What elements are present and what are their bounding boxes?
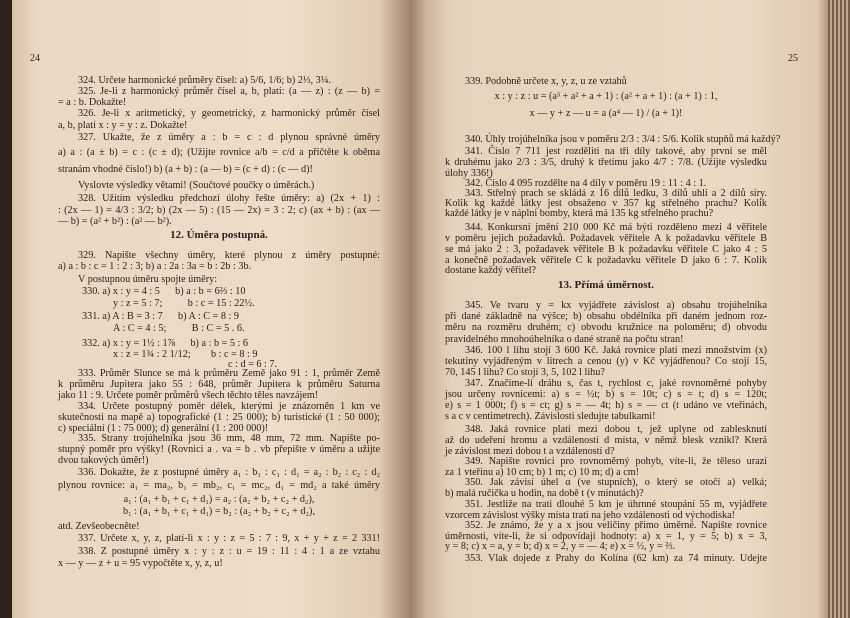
text-line: vzorcem závislost výšky místa trati na jeho vzdálenosti od východiska! xyxy=(445,510,735,521)
text-line: 345. Ve tvaru y = kx vyjádřete závislost a) obsahu trojúhelníka xyxy=(465,300,767,311)
text-line: úlohy 336!) xyxy=(445,168,493,179)
text-line: 325. Je-li z harmonický průměr čísel a, b, platí: (a — z) : (z — b) = xyxy=(78,86,380,97)
text-line: 342. Číslo 4 095 rozdělte na 4 díly v poměru 19 : 11 : 4 : 1. xyxy=(465,178,707,189)
text-line: 70, 145 l lihu? Co stojí 3, 5, 102 l lihu? xyxy=(445,367,605,378)
text-line: dostane každý věřitel? xyxy=(445,265,537,276)
text-line: 350. Jak závisí úhel α (ve stupních), o který se otočí a) velká; xyxy=(465,477,767,488)
text-line: 331. a) A : B = 3 : 7 b) A : C = 8 : 9 xyxy=(82,311,239,322)
text-line: y : z = 5 : 7; b : c = 15 : 22½. xyxy=(113,298,255,309)
text-line: V postupnou úměru spojte úměry: xyxy=(78,274,218,285)
text-line: za 1 vteřinu a) 10 cm; b) 1 m; c) 10 m; d) a cm! xyxy=(445,467,640,478)
page-number: 24 xyxy=(30,53,40,64)
text-line: b₁ : (a₁ + b₁ + c₁ + d₁) = b₂ : (a₂ + b₂ + c₂ + d₂), xyxy=(122,506,315,517)
text-line: 334. Určete postupný poměr délek, kterými je znázorněn 1 km ve xyxy=(78,401,380,412)
text-line: a₁ : (a₁ + b₁ + c₁ + d₁) = a₂ : (a₂ + b₂ + c₂ + d₂), xyxy=(123,494,315,505)
text-line: y = 8; c) x = a, y = b; d) x = 2, y = — 4; e) x = ½, y = ⅔. xyxy=(445,541,676,552)
text-line: a konečně požadavek věřitele C k požadavku věřitele D jako 6 : 7. Kolik xyxy=(445,255,767,266)
text-line: 346. 100 l lihu stojí 3 600 Kč. Jaká rovnice platí mezi množstvím (x) xyxy=(465,345,767,356)
section-heading: 12. Úměra postupná. xyxy=(170,229,268,241)
text-line: a, b, platí x : y = y : z. Dokažte! xyxy=(58,120,188,131)
text-line: skutečnosti na mapě a) topografické (1 : 25 000); b) turistické (1 : 50 000); xyxy=(58,412,380,423)
text-line: c : d = 6 : 7. xyxy=(228,359,278,370)
text-line: x — y — z + u = 95 vypočtěte x, y, z, u! xyxy=(58,558,223,569)
text-line: plynou rovnice: a₁ = ma₂, b₁ = mb₂, c₁ = mc₂, d₁ = md₂ a také úměry xyxy=(58,480,380,491)
text-line: x — y + z — u = a (a⁴ — 1) / (a + 1)! xyxy=(529,108,683,119)
text-line: 329. Napište všechny úměry, které plynou z úměry postupné: xyxy=(78,250,380,261)
text-line: 328. Užitím výsledku předchozí úlohy řešte úměry: a) (2x + 1) : xyxy=(78,193,380,204)
text-line: = a : b. Dokažte! xyxy=(58,97,127,108)
text-line: 335. Strany trojúhelníka jsou 36 mm, 48 mm, 72 mm. Napište po- xyxy=(78,433,380,444)
text-line: až do udeření hromu a vzdáleností d místa, v němž blesk vznikl? Která xyxy=(445,435,767,446)
text-line: : (2x — 1) = 4/3 : 3/2; b) (2x — 5) : (15 — 2x) = 3 : 2; c) (ax + b) : (ax — xyxy=(58,205,380,216)
text-line: 341. Číslo 7 711 jest rozděliti na tři díly takové, aby první se měl xyxy=(465,146,767,157)
text-line: e) s = 1 000t; f) s = ct; g) s = — 4t; h) s = — ct (t udáno ve vteřinách, xyxy=(445,400,767,411)
text-line: 347. Značíme-li dráhu s, čas t, rychlost c, jaké rovnoměrné pohyby xyxy=(465,378,767,389)
text-line: 351. Jestliže na trati dlouhé 5 km je úhrnné stoupání 55 m, vyjádřete xyxy=(465,499,767,510)
text-line: 333. Průměr Slunce se má k průměru Země jako 91 : 1, průměr Země xyxy=(78,368,380,379)
text-line: se má jako 2 : 3, požadavek věřitele B k požadavku věřitele C jako 4 : 5 xyxy=(445,244,767,255)
text-line: x : z = 1¾ : 2 1/12; b : c = 8 : 9 xyxy=(113,349,258,360)
text-line: 340. Úhly trojúhelníka jsou v poměru 2/3 : 3/4 : 5/6. Kolik stupňů má každý? xyxy=(465,134,781,145)
text-line: 327. Ukažte, že z úměry a : b = c : d plynou správné úměry xyxy=(78,132,380,143)
text-line: 343. Střelný prach se skládá z 16 dílů ledku, 3 dílů uhlí a 2 dílů síry. xyxy=(465,188,767,199)
text-line: tekutiny vyjádřeným v litrech a cenou (y) v Kč vyjádřenou? Co stojí 15, xyxy=(445,356,767,367)
text-line: Kolik kg každé látky jest obsaženo v 357 kg střelného prachu? Kolik xyxy=(445,198,767,209)
text-line: 326. Je-li x aritmetický, y geometrický, z harmonický průměr čísel xyxy=(78,108,380,119)
text-line: k druhému jako 2/3 : 3/5, druhý k třetímu jako 4/7 : 7/8. (Užijte výsledku xyxy=(445,157,767,168)
text-line: b) malá ručička u hodin, na době t (v minutách)? xyxy=(445,488,644,499)
text-line: 332. a) x : y = 1½ : 1⅞ b) a : b = 5 : 6 xyxy=(82,338,248,349)
text-line: jako 11 : 9. Určete poměr průměrů všech těchto těles navzájem! xyxy=(58,390,319,401)
text-line: dvou takových úměr!) xyxy=(58,455,149,466)
text-line: 344. Konkursní jmění 210 000 Kč má býti rozděleno mezi 4 věřitele xyxy=(465,222,767,233)
text-line: a) a : b : c = 1 : 2 : 3; b) a : 2a : 3a = b : 2b : 3b. xyxy=(58,261,252,272)
right-book-page xyxy=(410,0,830,618)
text-line: jsou určeny rovnicemi: a) s = ½t; b) s = 10t; c) s = t; d) s = 120t; xyxy=(445,389,767,400)
text-line: 349. Napište rovnici pro rovnoměrný pohyb, víte-li, že těleso urazí xyxy=(465,456,767,467)
section-heading: 13. Přímá úměrnost. xyxy=(558,279,654,291)
page-number: 25 xyxy=(788,53,798,64)
text-line: je závislost mezi dobou t a vzdáleností d? xyxy=(445,446,615,457)
text-line: 353. Vlak dojede z Prahy do Kolína (62 km) za 74 minuty. Udejte xyxy=(465,553,767,564)
text-line: měru na rozměru druhém; c) obvodu kružnice na poloměru; d) obvodu xyxy=(445,322,767,333)
text-line: pravidelného mnohoúhelníka o dané straně na počtu stran! xyxy=(445,334,684,345)
text-line: 352. Je známo, že y a x jsou veličiny přímo úměrné. Napište rovnice xyxy=(465,520,767,531)
text-line: atd. Zevšeobecněte! xyxy=(58,521,140,532)
text-line: 337. Určete x, y, z, platí-li x : y : z = 5 : 7 : 9, x + y + z = 2 331! xyxy=(78,533,380,544)
text-line: úměrnosti, víte-li, že si odpovídají hodnoty: a) x = 1, y = 5; b) x = 3, xyxy=(445,531,767,542)
text-line: každé látky je v náplni bomby, která má 135 kg střelného prachu? xyxy=(445,208,714,219)
text-line: 330. a) x : y = 4 : 5 b) a : b = 6⅔ : 10 xyxy=(82,286,246,297)
text-line: 348. Jaká rovnice platí mezi dobou t, jež uplyne od zablesknutí xyxy=(465,424,767,435)
book-page-edges xyxy=(828,0,850,618)
text-line: 336. Dokažte, že z postupné úměry a₁ : b₁ : c₁ : d₁ = a₂ : b₂ : c₂ : d₂ xyxy=(78,467,380,478)
text-line: — b) = (a² + b²) : (a² — b²). xyxy=(58,216,172,227)
text-line: A : C = 4 : 5; B : C = 5 . 6. xyxy=(113,323,245,334)
text-line: stupný poměr pro výšky! (Rovnici a . va = b . vb přepište v úměru a užijte xyxy=(58,444,380,455)
text-line: 338. Z postupné úměry x : y : z : u = 19 : 11 : 4 : 1 a ze vztahu xyxy=(78,546,380,557)
left-book-page xyxy=(12,0,410,618)
text-line: x : y : z : u = (a³ + a² + a + 1) : (a² + a + 1) : (a + 1) : 1, xyxy=(494,91,718,102)
text-line: c) speciální (1 : 75 000); d) generální (1 : 200 000)! xyxy=(58,423,269,434)
text-line: Vyslovte výsledky větami! (Součtové poučky o úměrách.) xyxy=(78,180,315,191)
text-line: při dané základně na výšce; b) obsahu obdélníka při daném jednom roz- xyxy=(445,311,767,322)
text-line: v poměru jejich požadavků. Požadavek věřitele A k požadavku věřitele B xyxy=(445,233,767,244)
text-line: s a c v centimetrech). Závislosti sledujte tabulkami! xyxy=(445,411,656,422)
text-line: 324. Určete harmonické průměry čísel: a) 5/6, 1/6; b) 2⅓, 3¼. xyxy=(78,75,331,86)
text-line: stranám vhodné číslo!) b) (a + b) : (a — b) = (c + d) : (c — d)! xyxy=(58,164,313,175)
text-line: 339. Podobně určete x, y, z, u ze vztahů xyxy=(465,76,627,87)
page-gutter-shadow xyxy=(382,0,412,618)
text-line: a) a : (a ± b) = c : (c ± d); (Užijte rovnice a/b = c/d a přičtěte k oběma xyxy=(58,147,380,158)
text-line: k průměru Jupitera jako 55 : 648, průměr Jupitera k průměru Saturna xyxy=(58,379,380,390)
